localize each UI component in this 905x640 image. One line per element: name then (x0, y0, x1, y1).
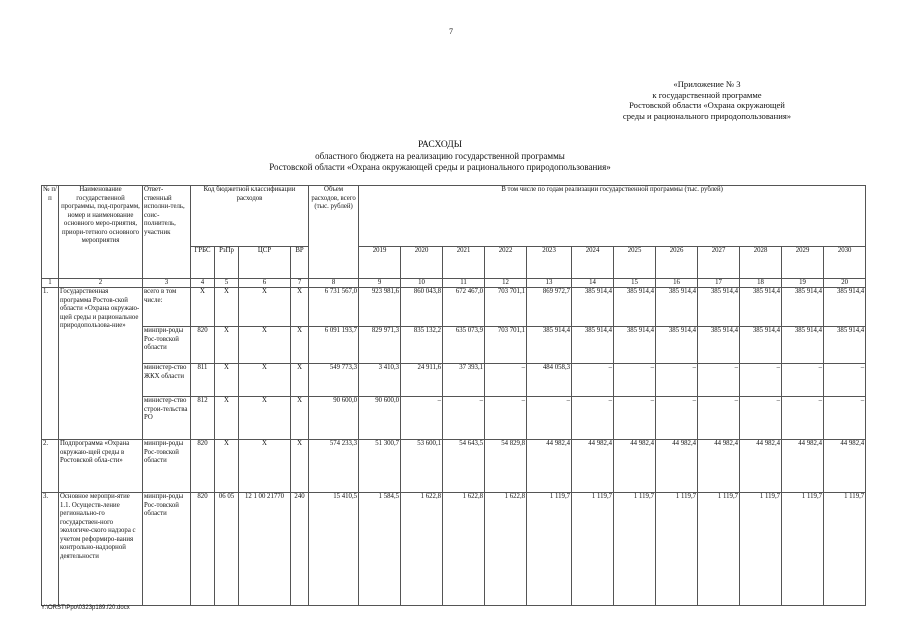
header-year: 2030 (824, 246, 866, 278)
year-value-cell: – (740, 364, 782, 397)
year-value-cell: 54 643,5 (443, 440, 485, 493)
year-value-cell: – (443, 397, 485, 440)
header-year: 2023 (527, 246, 572, 278)
year-value-cell: 385 914,4 (740, 288, 782, 327)
column-number: 14 (572, 279, 614, 288)
year-value-cell: 484 058,3 (527, 364, 572, 397)
year-value-cell: – (401, 397, 443, 440)
header-year: 2027 (698, 246, 740, 278)
header-code-group: Код бюджетной классификации расходов (191, 186, 309, 247)
year-value-cell: – (698, 397, 740, 440)
year-value-cell: 672 467,0 (443, 288, 485, 327)
page-number: 7 (449, 27, 453, 36)
header-year: 2028 (740, 246, 782, 278)
year-value-cell: – (485, 397, 527, 440)
header-vr: ВР (291, 246, 309, 278)
year-value-cell: 37 393,1 (443, 364, 485, 397)
column-number: 5 (215, 279, 239, 288)
year-value-cell: 385 914,4 (614, 327, 656, 364)
year-value-cell: 1 584,5 (359, 493, 401, 606)
column-number: 10 (401, 279, 443, 288)
total-cell: 6 091 193,7 (309, 327, 359, 364)
column-number: 20 (824, 279, 866, 288)
row-number: 3. (42, 493, 59, 606)
column-number: 1 (42, 279, 59, 288)
grbs-cell: 820 (191, 440, 215, 493)
year-value-cell: 1 119,7 (782, 493, 824, 606)
rzpr-cell: X (215, 327, 239, 364)
column-number: 2 (59, 279, 143, 288)
year-value-cell: 385 914,4 (572, 288, 614, 327)
year-value-cell: 385 914,4 (740, 327, 782, 364)
table-row (42, 440, 866, 493)
column-number: 9 (359, 279, 401, 288)
program-name: Основное меропри-ятие 1.1. Осуществ-ление регионально-го государствен-ного экологиче-ского надзора с учетом реформиро-вания контрольно-надзорной деятельности (59, 493, 143, 606)
vr-cell: X (291, 440, 309, 493)
table-row (42, 493, 866, 606)
rzpr-cell: X (215, 397, 239, 440)
executor-cell: министер-ство ЖКХ области (143, 364, 191, 397)
column-number: 3 (143, 279, 191, 288)
year-value-cell: 829 971,3 (359, 327, 401, 364)
row-number: 2. (42, 440, 59, 493)
year-value-cell: 1 119,7 (698, 493, 740, 606)
header-year: 2029 (782, 246, 824, 278)
year-value-cell: 1 119,7 (740, 493, 782, 606)
vr-cell: X (291, 288, 309, 327)
file-path: Y:\ORST\Ppo\0323p189.f20.docx (41, 605, 130, 611)
header-year: 2025 (614, 246, 656, 278)
column-number: 12 (485, 279, 527, 288)
csr-cell: 12 1 00 21770 (239, 493, 291, 606)
column-number: 18 (740, 279, 782, 288)
header-num: № п/п (42, 186, 59, 279)
rzpr-cell: X (215, 440, 239, 493)
total-cell: 6 731 567,0 (309, 288, 359, 327)
year-value-cell: 44 982,4 (572, 440, 614, 493)
column-number: 17 (698, 279, 740, 288)
header-rzpr: РзПр (215, 246, 239, 278)
header-grbs: ГРБС (191, 246, 215, 278)
header-year: 2024 (572, 246, 614, 278)
rzpr-cell: X (215, 288, 239, 327)
year-value-cell: 1 622,8 (443, 493, 485, 606)
total-cell: 15 410,5 (309, 493, 359, 606)
year-value-cell: 385 914,4 (527, 327, 572, 364)
year-value-cell: 24 911,6 (401, 364, 443, 397)
column-number: 8 (309, 279, 359, 288)
document-title: РАСХОДЫ (417, 140, 463, 150)
rzpr-cell: 06 05 (215, 493, 239, 606)
year-value-cell: 1 622,8 (401, 493, 443, 606)
year-value-cell: 703 701,1 (485, 327, 527, 364)
column-number: 15 (614, 279, 656, 288)
year-value-cell: 51 300,7 (359, 440, 401, 493)
vr-cell: X (291, 327, 309, 364)
year-value-cell: 53 600,1 (401, 440, 443, 493)
year-value-cell: 923 981,6 (359, 288, 401, 327)
year-value-cell: 44 982,4 (656, 440, 698, 493)
appendix-line: Ростовской области «Охрана окружающей (629, 100, 785, 110)
grbs-cell: X (191, 288, 215, 327)
year-value-cell: 54 829,8 (485, 440, 527, 493)
document-heading (230, 140, 650, 173)
expenses-table (41, 185, 866, 606)
year-value-cell: 385 914,4 (614, 288, 656, 327)
csr-cell: X (239, 288, 291, 327)
year-value-cell: 385 914,4 (824, 288, 866, 327)
header-name: Наименование государственной программы, под-программ, номер и наименование основного меро-приятия, приори-тетного основного мероприятия (59, 186, 143, 279)
year-value-cell: 385 914,4 (782, 288, 824, 327)
column-number: 16 (656, 279, 698, 288)
rzpr-cell: X (215, 364, 239, 397)
executor-cell: министер-ство строи-тельства РО (143, 397, 191, 440)
year-value-cell: 385 914,4 (656, 327, 698, 364)
year-value-cell: 385 914,4 (572, 327, 614, 364)
vr-cell: 240 (291, 493, 309, 606)
appendix-line: «Приложение № 3 (673, 79, 741, 89)
appendix-note (577, 79, 837, 121)
year-value-cell: 90 600,0 (359, 397, 401, 440)
vr-cell: X (291, 364, 309, 397)
year-value-cell: 385 914,4 (656, 288, 698, 327)
column-number: 4 (191, 279, 215, 288)
year-value-cell: 44 982,4 (698, 440, 740, 493)
year-value-cell: 44 982,4 (782, 440, 824, 493)
grbs-cell: 820 (191, 327, 215, 364)
year-value-cell: 385 914,4 (824, 327, 866, 364)
year-value-cell: – (656, 397, 698, 440)
total-cell: 574 233,3 (309, 440, 359, 493)
column-number: 13 (527, 279, 572, 288)
program-name: Государственная программа Ростов-ской области «Охрана окружаю-щей среды и рациональное природопользова-ние» (59, 288, 143, 440)
column-number-row (42, 279, 866, 288)
executor-cell: минпри-роды Рос-товской области (143, 440, 191, 493)
executor-cell: минпри-роды Рос-товской области (143, 327, 191, 364)
year-value-cell: – (824, 397, 866, 440)
header-row (42, 186, 866, 247)
year-value-cell: – (782, 364, 824, 397)
year-value-cell: 44 982,4 (614, 440, 656, 493)
year-value-cell: 44 982,4 (527, 440, 572, 493)
csr-cell: X (239, 364, 291, 397)
grbs-cell: 812 (191, 397, 215, 440)
header-csr: ЦСР (239, 246, 291, 278)
appendix-line: к государственной программе (652, 89, 762, 100)
table-row (42, 364, 866, 397)
header-executor: Ответ-ственный исполни-тель, соис-полнитель, участник (143, 186, 191, 279)
csr-cell: X (239, 327, 291, 364)
grbs-cell: 811 (191, 364, 215, 397)
year-value-cell: – (572, 364, 614, 397)
year-value-cell: 1 119,7 (527, 493, 572, 606)
csr-cell: X (239, 440, 291, 493)
program-name: Подпрограмма «Охрана окружаю-щей среды в Ростовской обла-сти» (59, 440, 143, 493)
year-value-cell: 835 132,2 (401, 327, 443, 364)
year-value-cell: – (782, 397, 824, 440)
year-value-cell: 44 982,4 (824, 440, 866, 493)
executor-cell: всего в том числе: (143, 288, 191, 327)
document-subtitle: областного бюджета на реализацию государственной программы (315, 151, 565, 161)
year-value-cell: – (740, 397, 782, 440)
header-volume: Объем расходов, всего (тыс. рублей) (309, 186, 359, 279)
year-value-cell: – (614, 397, 656, 440)
executor-cell: минпри-роды Рос-товской области (143, 493, 191, 606)
year-value-cell: – (824, 364, 866, 397)
year-value-cell: – (656, 364, 698, 397)
year-value-cell: 385 914,4 (698, 288, 740, 327)
year-value-cell: 869 972,7 (527, 288, 572, 327)
year-value-cell: – (527, 397, 572, 440)
year-value-cell: 1 119,7 (656, 493, 698, 606)
header-year: 2020 (401, 246, 443, 278)
header-year: 2026 (656, 246, 698, 278)
year-value-cell: – (614, 364, 656, 397)
year-value-cell: – (572, 397, 614, 440)
year-value-cell: 385 914,4 (782, 327, 824, 364)
appendix-line: среды и рационального природопользования» (622, 110, 792, 121)
column-number: 7 (291, 279, 309, 288)
table-row (42, 288, 866, 327)
vr-cell: X (291, 397, 309, 440)
year-value-cell: 635 073,9 (443, 327, 485, 364)
document-subtitle: Ростовской области «Охрана окружающей среды и рационального природопользования» (269, 162, 611, 172)
total-cell: 549 773,3 (309, 364, 359, 397)
column-number: 19 (782, 279, 824, 288)
year-value-cell: 860 043,8 (401, 288, 443, 327)
year-value-cell: 1 622,8 (485, 493, 527, 606)
header-year: 2022 (485, 246, 527, 278)
table-row (42, 327, 866, 364)
year-value-cell: 385 914,4 (698, 327, 740, 364)
table-body (42, 288, 866, 606)
year-value-cell: 3 410,3 (359, 364, 401, 397)
year-value-cell: 1 119,7 (824, 493, 866, 606)
year-value-cell: 703 701,1 (485, 288, 527, 327)
header-years-group: В том числе по годам реализации государственной программы (тыс. рублей) (359, 186, 866, 247)
year-value-cell: 1 119,7 (572, 493, 614, 606)
year-value-cell: 1 119,7 (614, 493, 656, 606)
header-year: 2021 (443, 246, 485, 278)
year-value-cell: – (485, 364, 527, 397)
year-value-cell: 44 982,4 (740, 440, 782, 493)
row-number: 1. (42, 288, 59, 440)
table-row (42, 397, 866, 440)
year-value-cell: – (698, 364, 740, 397)
csr-cell: X (239, 397, 291, 440)
header-year: 2019 (359, 246, 401, 278)
column-number: 11 (443, 279, 485, 288)
total-cell: 90 600,0 (309, 397, 359, 440)
grbs-cell: 820 (191, 493, 215, 606)
column-number: 6 (239, 279, 291, 288)
